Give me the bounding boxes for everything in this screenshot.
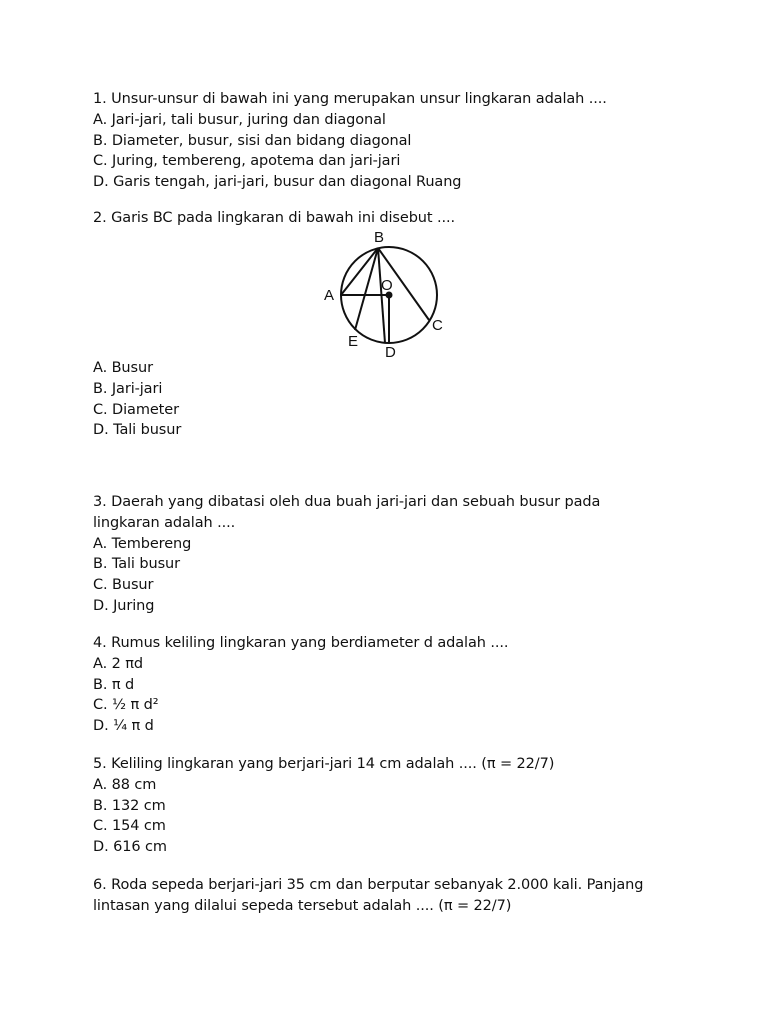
label-a: A	[324, 287, 335, 304]
label-d: D	[385, 344, 396, 361]
label-e: E	[348, 333, 359, 350]
question-1	[93, 89, 693, 193]
question-5-stem: 5. Keliling lingkaran yang berjari-jari 14 cm adalah .... (π = 22/7)	[93, 756, 555, 772]
question-1-option-c: C. Juring, tembereng, apotema dan jari-jari	[93, 153, 401, 170]
question-5-option-c: C. 154 cm	[93, 818, 166, 835]
question-5-option-a: A. 88 cm	[93, 776, 157, 793]
question-4-stem: 4. Rumus keliling lingkaran yang berdiameter d adalah ....	[93, 635, 509, 651]
question-4-option-d: D. ¼ π d	[93, 718, 154, 735]
question-3-stem-line-2: lingkaran adalah ....	[93, 514, 236, 531]
question-2-option-c: C. Diameter	[93, 401, 179, 418]
question-4-option-c: C. ½ π d²	[93, 697, 159, 714]
question-5	[93, 754, 693, 858]
question-1-option-d: D. Garis tengah, jari-jari, busur dan diagonal Ruang	[93, 174, 462, 191]
chord-be	[355, 248, 378, 330]
question-6-stem-line-1: 6. Roda sepeda berjari-jari 35 cm dan berputar sebanyak 2.000 kali. Panjang	[93, 877, 644, 893]
circle-diagram	[318, 226, 448, 364]
circle-diagram-svg	[318, 226, 448, 364]
question-4	[93, 633, 693, 737]
question-3-stem-line-1: 3. Daerah yang dibatasi oleh dua buah jari-jari dan sebuah busur pada	[93, 494, 601, 510]
question-4-option-b: B. π d	[93, 676, 135, 693]
question-3-option-d: D. Juring	[93, 597, 155, 614]
question-6-stem-line-2: lintasan yang dilalui sepeda tersebut adalah .... (π = 22/7)	[93, 897, 512, 914]
question-2-option-d: D. Tali busur	[93, 422, 182, 439]
question-1-stem: 1. Unsur-unsur di bawah ini yang merupakan unsur lingkaran adalah ....	[93, 91, 607, 107]
question-2-options	[93, 358, 181, 441]
label-b: B	[374, 229, 385, 246]
label-c: C	[432, 317, 443, 334]
question-1-option-a: A. Jari-jari, tali busur, juring dan diagonal	[93, 111, 386, 128]
question-2-option-a: A. Busur	[93, 360, 153, 376]
question-3-option-c: C. Busur	[93, 577, 154, 594]
question-1-option-b: B. Diameter, busur, sisi dan bidang diagonal	[93, 132, 412, 149]
question-5-option-d: D. 616 cm	[93, 839, 167, 856]
label-o: O	[381, 277, 393, 294]
question-3-option-b: B. Tali busur	[93, 556, 180, 573]
question-3-option-a: A. Tembereng	[93, 535, 192, 552]
question-5-option-b: B. 132 cm	[93, 797, 166, 814]
question-3	[93, 492, 693, 617]
question-6	[93, 875, 693, 917]
question-4-option-a: A. 2 πd	[93, 655, 143, 672]
question-2-stem: 2. Garis BC pada lingkaran di bawah ini disebut ....	[93, 210, 456, 226]
question-2-option-b: B. Jari-jari	[93, 380, 163, 397]
